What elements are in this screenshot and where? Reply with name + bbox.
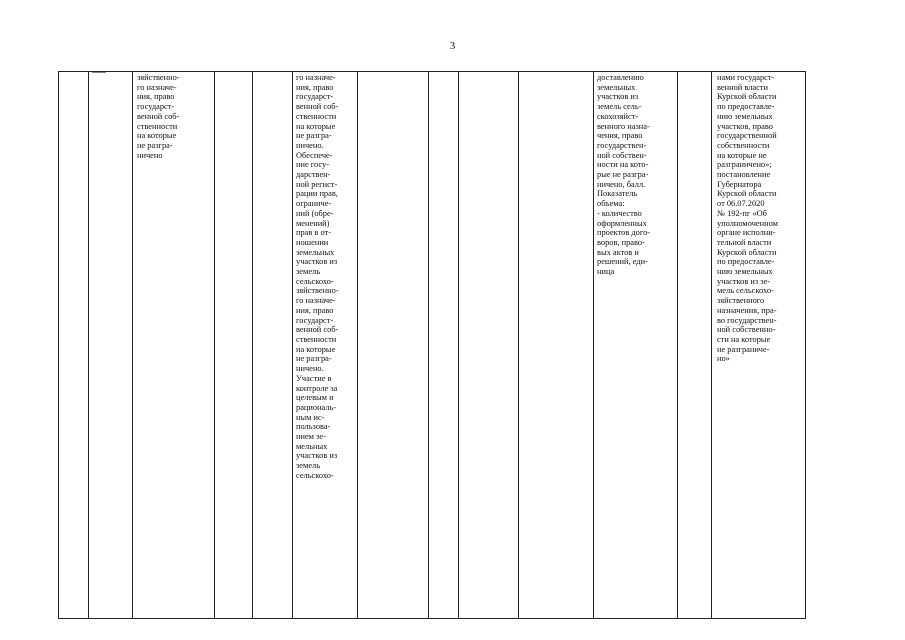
- legal-basis-text: нами государст- венной власти Курской области по предоставле- нию земельных участков, право государственной собственности на которые не разграничено»; постановление Губернатора Курской области от 06.07.2020 № 192-пг «Об уполномоченном органе исполни- тельной власти Курской области по предоставле- нию земельных участков из зе- мель сельскохо- зяйственного назначения, пра- во государствен- ной собственно- сти на которые не разграниче- но»: [717, 73, 778, 364]
- activities-text: го назначе- ния, право государст- венной соб- ственности на которые не разгра- ничено. Обеспече- ние госу- дарствен- ной регист- рации прав, ограниче- ний (обре- менений) прав в от- ношении земельных участков из земель сельскохо- зяйственно- го назначе- ния, право государст- венной соб- ственности на которые не разгра- ничено. Участие в контроле за целевым и рациональ- ным ис- пользова- нием зе- мельных участков из земель сельскохо-: [296, 73, 339, 480]
- table-row: [59, 72, 806, 619]
- land-category-text: зяйственно- го назначе- ния, право государст- венной соб- ственности на которые не разгра- ничено: [137, 73, 180, 160]
- table-cell-activities: [293, 72, 358, 619]
- table-cell-indicators: [594, 72, 678, 619]
- table-cell-12: [678, 72, 712, 619]
- table-cell-9: [459, 72, 519, 619]
- indicators-text: доставлению земельных участков из земель сель- скохозяйст- венного назна- чения, право государствен- ной собствен- ности на кото- рые не разгра- ничено, балл. Показатель объема: - количество оформленных проектов дого- воров, право- вых актов и решений, еди- ница: [597, 73, 651, 277]
- table-cell-1: [59, 72, 89, 619]
- table-cell-5: [253, 72, 293, 619]
- table-cell-land-category: [133, 72, 215, 619]
- table-cell-legal-basis: [712, 72, 806, 619]
- table-cell-4: [215, 72, 253, 619]
- page-number: 3: [449, 40, 456, 52]
- table-cell-2: [89, 72, 133, 619]
- table-cell-7: [358, 72, 429, 619]
- table-cell-8: [429, 72, 459, 619]
- table-cell-10: [519, 72, 594, 619]
- content-table: [58, 71, 806, 619]
